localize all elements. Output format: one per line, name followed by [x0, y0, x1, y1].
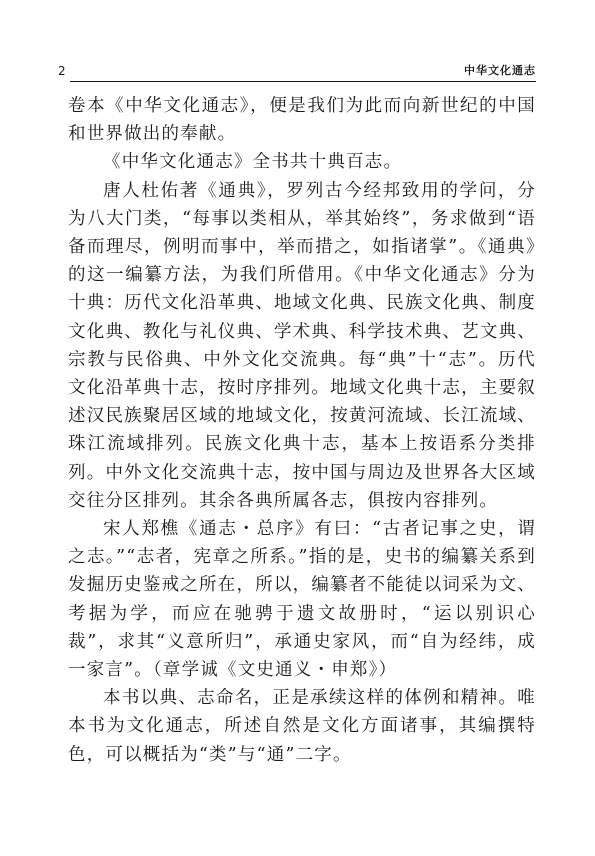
paragraph: 《中华文化通志》全书共十典百志。	[103, 152, 403, 173]
paragraph-continuation: 卷本《中华文化通志》，便是我们为此而向新世纪的中国和世界做出的奉献。	[68, 96, 536, 145]
running-title: 中华文化通志	[464, 64, 536, 77]
page-number: 2	[58, 64, 66, 78]
header-rule	[70, 81, 536, 82]
page-header	[58, 64, 536, 84]
paragraph: 本书以典、志命名，正是承续这样的体例和精神。唯本书为文化通志，所述自然是文化方面诸事，其编撰特色，可以概括为“类”与“通”二字。	[68, 688, 536, 765]
paragraph: 唐人杜佑著《通典》，罗列古今经邦致用的学问，分为八大门类，“每事以类相从，举其始终”，务求做到“语备而理尽，例明而事中，举而措之，如指诸掌”。《通典》的这一编纂方法，为我们所借用。《中华文化通志》分为十典：历代文化沿革典、地域文化典、民族文化典、制度文化典、教化与礼仪典、学术典、科学技术典、艺文典、宗教与民俗典、中外文化交流典。每“典”十“志”。历代文化沿革典十志，按时序排列。地域文化典十志，主要叙述汉民族聚居区域的地域文化，按黄河流域、长江流域、珠江流域排列。民族文化典十志，基本上按语系分类排列。中外文化交流典十志，按中国与周边及世界各大区域交往分区排列。其余各典所属各志，俱按内容排列。	[68, 180, 536, 511]
paragraph: 宋人郑樵《通志・总序》有曰：“古者记事之史，谓之志。”“志者，宪章之所系。”指的是，史书的编纂关系到发掘历史鉴戒之所在，所以，编纂者不能徒以词采为文、考据为学，而应在驰骋于遗文故册时，“运以别识心裁”，求其“义意所归”，承通史家风，而“自为经纬，成一家言”。（章学诚《文史通义・申郑》）	[68, 519, 536, 681]
body-text	[68, 92, 536, 769]
